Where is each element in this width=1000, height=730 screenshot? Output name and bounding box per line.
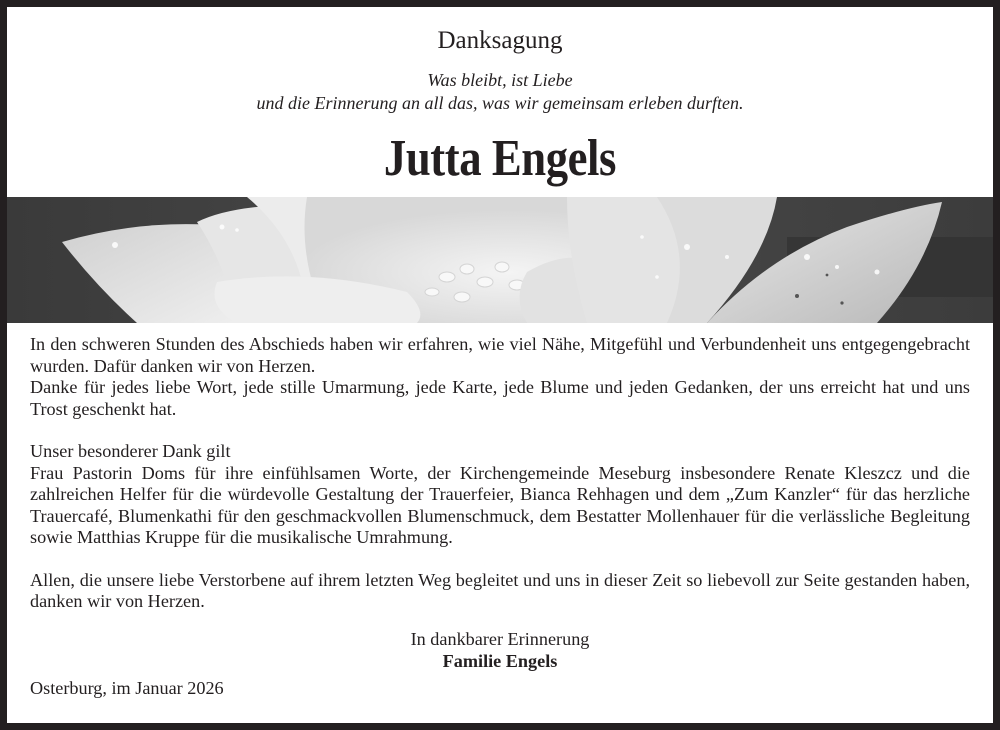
obituary-card (7, 7, 993, 723)
flower-illustration-icon (7, 197, 993, 323)
signature-line: In dankbarer Erinnerung (410, 629, 590, 649)
deceased-name (7, 131, 993, 187)
thank-you-text (30, 334, 970, 613)
motto-line-1: Was bleibt, ist Liebe (427, 70, 573, 90)
thanks-list: Frau Pastorin Doms für ihre einfühlsamen Worte, der Kirchengemeinde Meseburg insbesondere Renate Kleszcz und die zahlreichen Helfer für die würdevolle Gestaltung der Trauerfeier, Bianca Rehhagen und dem „Zum Kanzler“ für das herzliche Trauercafé, Blumenkathi für den geschmackvollen Blumenschmuck, dem Bestatter Mollenhauer für die verlässliche Begleitung sowie Matthias Kruppe für die musikalische Umrahmung. (30, 462, 970, 547)
paragraph-1b: Danke für jedes liebe Wort, jede stille Umarmung, jede Karte, jede Blume und jeden Gedanken, der uns erreicht hat und uns Trost geschenkt hat. (30, 377, 970, 419)
family-name: Familie Engels (442, 651, 558, 671)
header (7, 7, 993, 197)
motto-line-2: und die Erinnerung an all das, was wir gemeinsam erleben durften. (256, 93, 744, 113)
thanks-intro: Unser besonderer Dank gilt (30, 441, 231, 461)
signature (7, 628, 993, 672)
motto (7, 69, 993, 115)
closing-paragraph: Allen, die unsere liebe Verstorbene auf ihrem letzten Weg begleitet und uns in dieser Zeit so liebevoll zur Seite gestanden haben, danken wir von Herzen. (30, 569, 970, 611)
water-lily-image (7, 197, 993, 323)
deceased-name-text: Jutta Engels (383, 130, 617, 187)
paragraph-1a: In den schweren Stunden des Abschieds haben wir erfahren, wie viel Nähe, Mitgefühl und Verbundenheit uns entgegengebracht wurden. Dafür danken wir von Herzen. (30, 334, 970, 376)
place-date: Osterburg, im Januar 2026 (30, 678, 224, 698)
page-title: Danksagung (437, 27, 563, 54)
